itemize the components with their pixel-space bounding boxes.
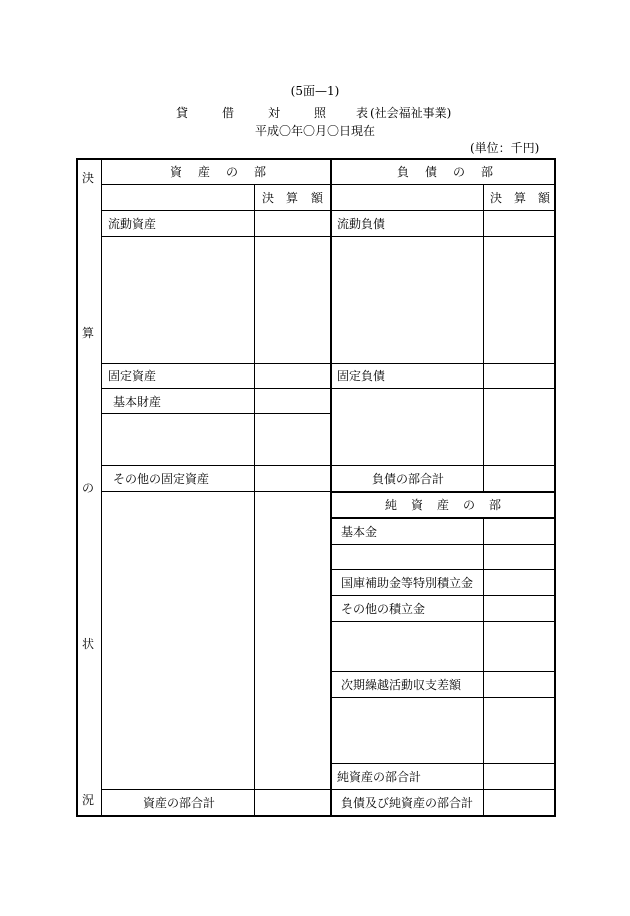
side-label-char: 状 (82, 637, 95, 651)
amount-header-char: 算 (514, 191, 527, 205)
liabilities-header-char: 債 (425, 165, 438, 179)
net-assets-header-char: 純 (385, 498, 398, 512)
assets-header-char: 部 (254, 165, 267, 179)
surplus-carryover-label: 次期繰越活動収支差額 (341, 678, 462, 692)
other-fixed-assets-label: その他の固定資産 (113, 472, 210, 486)
amount-header-char: 額 (538, 191, 551, 205)
report-date: 平成〇年〇月〇日現在 (254, 124, 375, 138)
amount-header-char: 額 (311, 191, 324, 205)
liabilities-header-char: 負 (397, 165, 410, 179)
net-assets-header-char: 資 (411, 498, 424, 512)
fixed-liabilities-label: 固定負債 (337, 369, 386, 383)
net-assets-header-char: 産 (437, 498, 450, 512)
current-liabilities-label: 流動負債 (337, 217, 386, 231)
unit-label: (単位：千円) (470, 141, 540, 155)
subsidy-reserve-label: 国庫補助金等特別積立金 (341, 576, 474, 590)
title-char: 照 (314, 106, 327, 120)
fixed-assets-label: 固定資産 (108, 369, 157, 383)
amount-header-char: 算 (286, 191, 299, 205)
assets-subtotal-label: 資産の部合計 (143, 796, 216, 810)
current-assets-label: 流動資産 (108, 217, 157, 231)
net-assets-header-char: の (463, 498, 476, 512)
side-label-char: 決 (82, 171, 95, 185)
amount-header-char: 決 (490, 191, 503, 205)
assets-header-char: 資 (170, 165, 183, 179)
liabilities-header-char: 部 (481, 165, 494, 179)
side-label-char: 算 (82, 326, 95, 340)
assets-header-char: 産 (198, 165, 211, 179)
capital-label: 基本金 (341, 525, 378, 539)
title-char: 貸 (176, 106, 189, 120)
other-reserve-label: その他の積立金 (341, 602, 426, 616)
side-label-char: 況 (82, 793, 95, 807)
liabilities-header-char: の (453, 165, 466, 179)
title-char: 対 (268, 106, 281, 120)
net-assets-subtotal-label: 純資産の部合計 (337, 770, 422, 784)
grand-total-label: 負債及び純資産の部合計 (341, 796, 474, 810)
assets-header-char: の (226, 165, 239, 179)
side-label-char: の (82, 481, 95, 495)
basic-property-label: 基本財産 (113, 395, 162, 409)
form-number: (5面—1) (290, 84, 340, 98)
amount-header-char: 決 (262, 191, 275, 205)
title-suffix: (社会福祉事業) (370, 106, 452, 120)
liabilities-subtotal-label: 負債の部合計 (372, 472, 445, 486)
net-assets-header-char: 部 (489, 498, 502, 512)
title-char: 表 (356, 106, 369, 120)
title-char: 借 (222, 106, 235, 120)
